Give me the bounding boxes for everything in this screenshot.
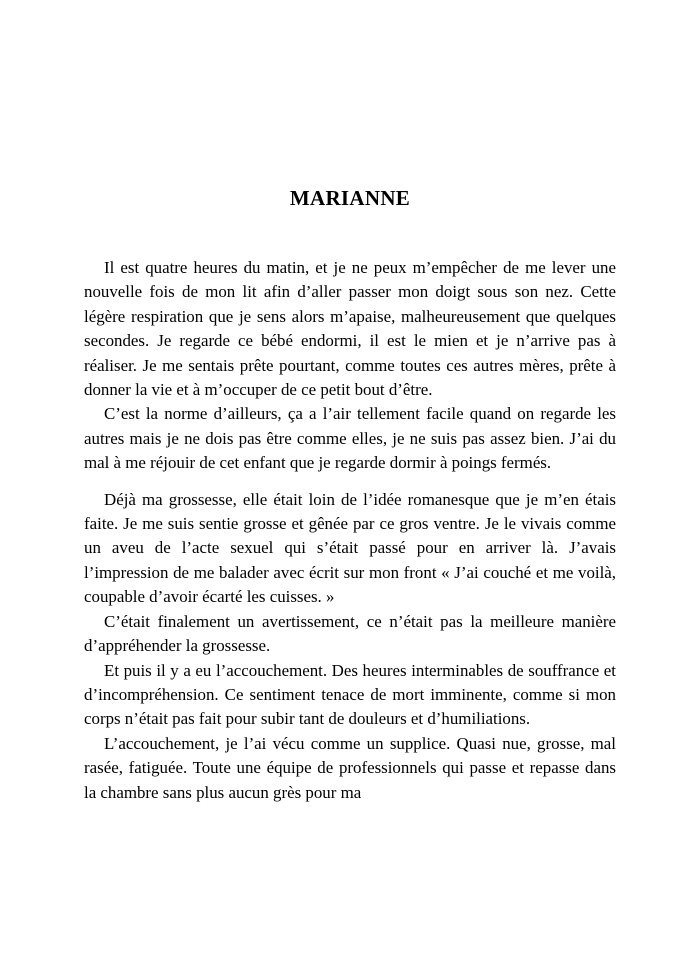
body-text xyxy=(84,256,616,805)
chapter-title: MARIANNE xyxy=(289,186,411,210)
paragraph: C’était finalement un avertissement, ce n’était pas la meilleure manière d’appréhender la grossesse. xyxy=(84,611,616,656)
paragraph: Il est quatre heures du matin, et je ne peux m’empêcher de me lever une nouvelle fois de mon lit afin d’aller passer mon doigt sous son nez. Cette légère respiration que je sens alors m’apaise, malheureusement que quelques secondes. Je regarde ce bébé endormi, il est le mien et je n’arrive pas à réaliser. Je me sentais prête pourtant, comme toutes ces autres mères, prête à donner la vie et à m’occuper de ce petit bout d’être. xyxy=(84,258,616,400)
paragraph: L’accouchement, je l’ai vécu comme un supplice. Quasi nue, grosse, mal rasée, fatiguée. Toute une équipe de professionnels qui passe et repasse dans la chambre sans plus aucun grès pour ma xyxy=(84,733,616,802)
paragraph: Déjà ma grossesse, elle était loin de l’idée romanesque que je m’en étais faite. Je me suis sentie grosse et gênée par ce gros ventre. Je le vivais comme un aveu de l’acte sexuel qui s’était passé pour en arriver là. J’avais l’impression de me balader avec écrit sur mon front « J’ai couché et me voilà, coupable d’avoir écarté les cuisses. » xyxy=(84,489,616,607)
paragraph: Et puis il y a eu l’accouchement. Des heures interminables de souffrance et d’incompréhension. Ce sentiment tenace de mort imminente, comme si mon corps n’était pas fait pour subir tant de douleurs et d’humiliations. xyxy=(84,660,616,729)
paragraph: C’est la norme d’ailleurs, ça a l’air tellement facile quand on regarde les autres mais je ne dois pas être comme elles, je ne suis pas assez bien. J’ai du mal à me réjouir de cet enfant que je regarde dormir à poings fermés. xyxy=(84,404,616,473)
